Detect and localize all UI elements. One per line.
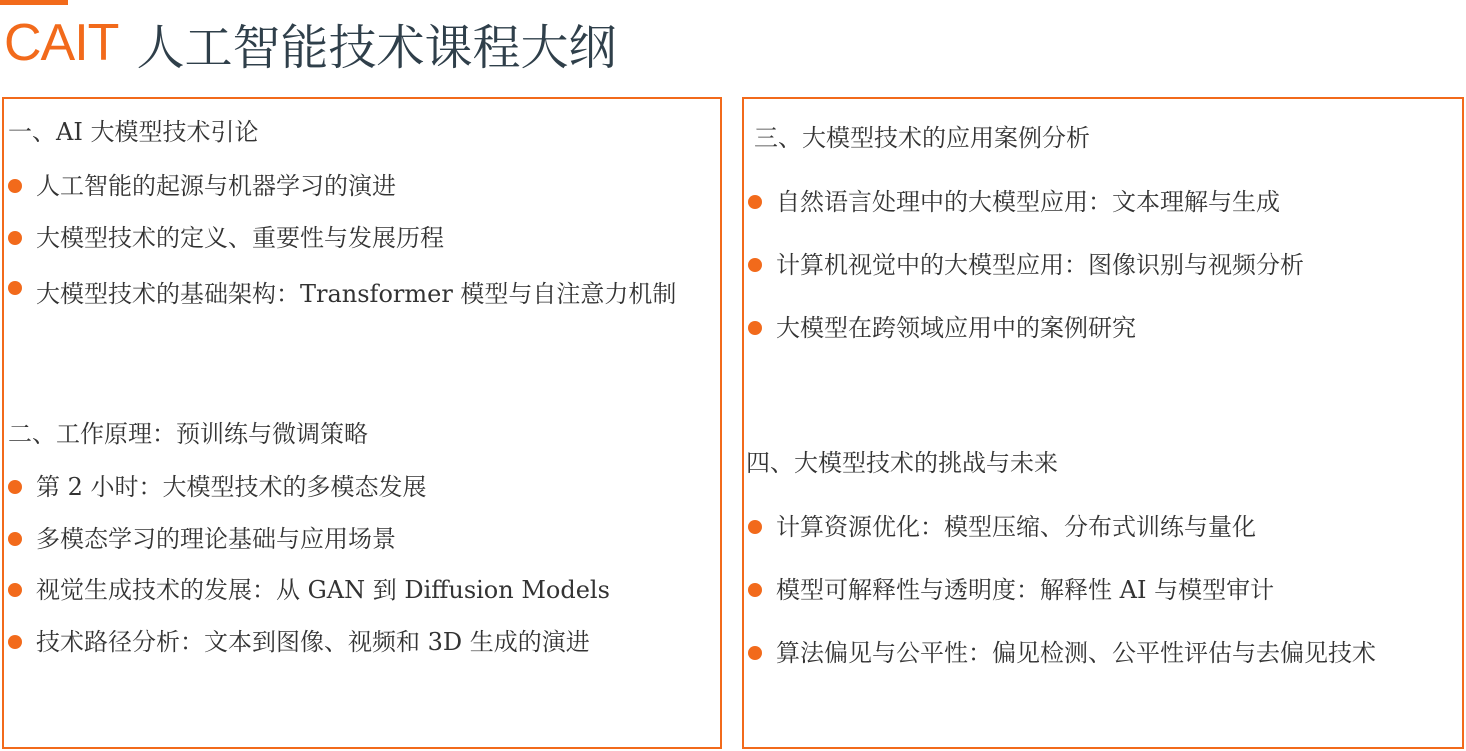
list-item: [776, 185, 1280, 219]
list-item: [36, 169, 396, 203]
list-item-text: 大模型技术的定义、重要性与发展历程: [36, 224, 444, 252]
bullet-dot-icon: [748, 258, 762, 272]
list-item: [36, 470, 427, 504]
list-item: [776, 510, 1256, 544]
outline-panel-right: [742, 97, 1464, 749]
accent-bar: [0, 0, 68, 5]
bullet-dot-icon: [8, 281, 22, 295]
brand-logo-text: CAIT: [4, 14, 119, 72]
list-item-text: 视觉生成技术的发展：从 GAN 到 Diffusion Models: [36, 576, 610, 604]
list-item: [36, 625, 590, 659]
list-item: [776, 311, 1136, 345]
bullet-dot-icon: [8, 583, 22, 597]
list-item: [776, 636, 1376, 670]
section-heading-2: 二、工作原理：预训练与微调策略: [8, 420, 368, 448]
list-item-text: 计算资源优化：模型压缩、分布式训练与量化: [776, 513, 1256, 541]
list-item: [36, 522, 396, 556]
section-heading-1: 一、AI 大模型技术引论: [8, 118, 259, 146]
list-item: [776, 248, 1304, 282]
bullet-dot-icon: [8, 532, 22, 546]
list-item: [36, 273, 718, 315]
section-heading-4: 四、大模型技术的挑战与未来: [746, 449, 1058, 477]
page-title-text: 人工智能技术课程大纲: [136, 19, 617, 76]
bullet-dot-icon: [748, 321, 762, 335]
list-item-text: 人工智能的起源与机器学习的演进: [36, 172, 396, 200]
list-item-text: 模型可解释性与透明度：解释性 AI 与模型审计: [776, 576, 1275, 604]
list-item-text: 算法偏见与公平性：偏见检测、公平性评估与去偏见技术: [776, 639, 1376, 667]
list-item: [36, 221, 444, 255]
list-item-text: 计算机视觉中的大模型应用：图像识别与视频分析: [776, 251, 1304, 279]
bullet-dot-icon: [748, 195, 762, 209]
list-item: [776, 573, 1274, 607]
outline-panel-left: [2, 97, 722, 749]
list-item-text: 第 2 小时：大模型技术的多模态发展: [36, 473, 427, 501]
bullet-dot-icon: [8, 480, 22, 494]
bullet-dot-icon: [8, 231, 22, 245]
bullet-dot-icon: [748, 583, 762, 597]
section-heading-3: 三、大模型技术的应用案例分析: [754, 124, 1090, 152]
list-item: [36, 573, 610, 607]
bullet-dot-icon: [748, 646, 762, 660]
bullet-dot-icon: [748, 520, 762, 534]
list-item-text: 多模态学习的理论基础与应用场景: [36, 525, 396, 553]
list-item-text: 技术路径分析：文本到图像、视频和 3D 生成的演进: [36, 628, 590, 656]
list-item-text: 大模型在跨领域应用中的案例研究: [776, 314, 1136, 342]
page-title: [4, 8, 616, 78]
bullet-dot-icon: [8, 179, 22, 193]
list-item-text: 大模型技术的基础架构：Transformer 模型与自注意力机制: [36, 280, 677, 308]
bullet-dot-icon: [8, 635, 22, 649]
list-item-text: 自然语言处理中的大模型应用：文本理解与生成: [776, 188, 1280, 216]
